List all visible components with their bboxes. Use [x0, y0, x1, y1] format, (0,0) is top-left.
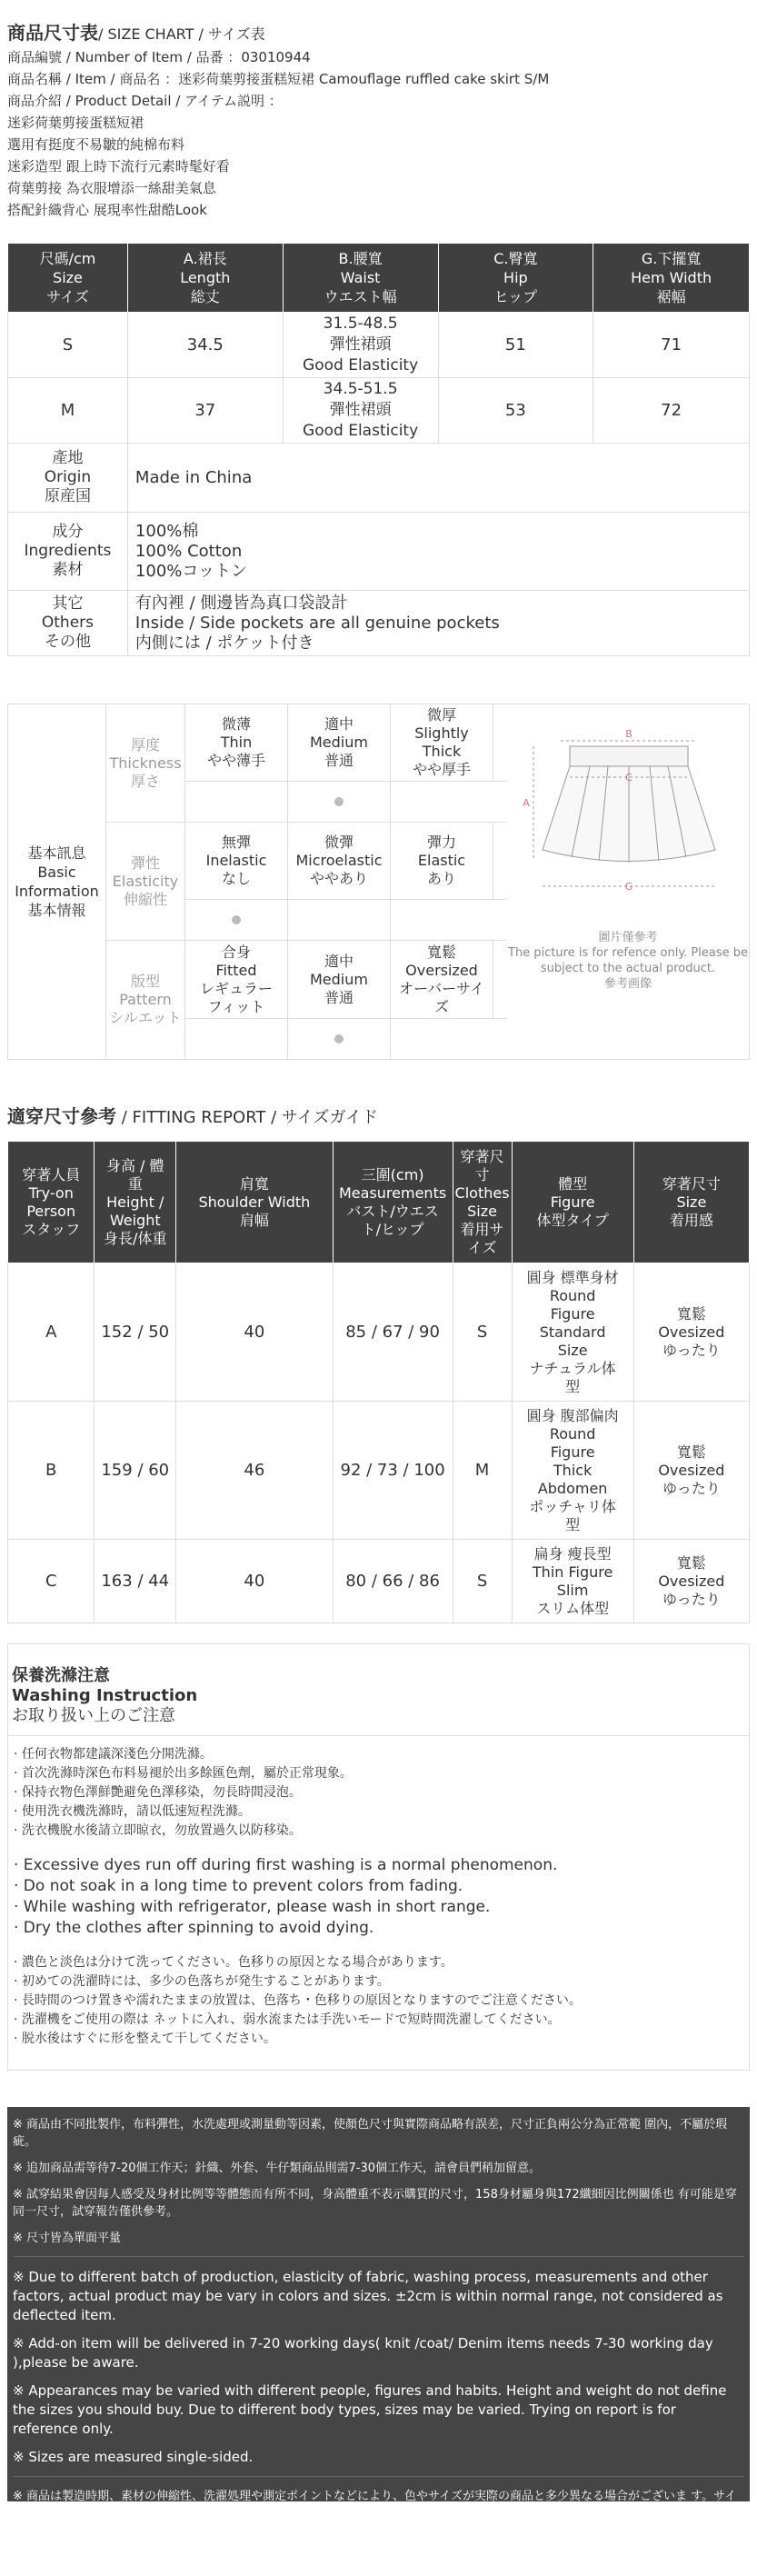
- fitting-row-c: C 163 / 44 40 80 / 66 / 86 S 扁身 瘦長型 Thin Figure Slim スリム体型 寬鬆 Ovesized ゆったり: [8, 1540, 750, 1623]
- thickness-option: 微厚 Slightly Thick やや厚手: [391, 704, 493, 781]
- others-value: 有內裡 / 側邊皆為真口袋設計 Inside / Side pockets are all genuine pockets 内側には / ポケット付き: [127, 591, 749, 656]
- note-jp: ※ 商品は製造時期、素材の伸縮性、洗濯処理や測定ポイントなどにより、色やサイズが実際の商品と多少異なる場合がございま す。サイズは±2cm以内の誤差は正常範囲とみなされ、不良品には該当しません。: [13, 2490, 737, 2521]
- diagram-letter-c: C: [625, 772, 632, 784]
- diagram-letter-g: G: [624, 881, 633, 893]
- fitting-row-b: B 159 / 60 46 92 / 73 / 100 M 圓身 腹部偏肉 Round Figure Thick Abdomen ポッチャリ体 型 寬鬆 Ovesized ゆったり: [8, 1402, 750, 1540]
- info-line: 搭配針織背心 展現率性甜酷Look: [7, 202, 207, 218]
- elasticity-markers: [185, 900, 506, 940]
- others-label: 其它 Others その他: [8, 591, 128, 656]
- skirt-diagram: [506, 704, 750, 1059]
- note-zh: ※ 追加商品需等待7-20個工作天；針織、外套、牛仔類商品則需7-30個工作天，請會員們稍加留意。: [13, 2162, 542, 2175]
- note-zh: ※ 尺寸皆為單面平量: [13, 2232, 122, 2245]
- info-line: 迷彩荷葉剪接蛋糕短裙: [7, 115, 144, 131]
- ingredients-row: [8, 513, 750, 591]
- hem-cell: 72: [593, 378, 750, 444]
- size-table-header: [8, 244, 750, 313]
- basic-info-label: 基本訊息 Basic Information 基本情報: [8, 704, 106, 1059]
- thickness-markers: [185, 782, 506, 822]
- origin-row: [8, 444, 750, 513]
- others-row: [8, 591, 750, 656]
- selected-dot: [334, 1034, 344, 1043]
- info-line: 迷彩造型 跟上時下流行元素時髦好看: [7, 158, 230, 175]
- elasticity-row: [106, 823, 506, 941]
- info-line: 選用有挺度不易皺的純棉布料: [7, 136, 185, 153]
- fitting-header: 穿著人員 Try-on Person スタッフ 身高 / 體 重 Height / Weight 身長/体重 肩寬 Shoulder Width 肩幅 三圍(cm) Measurements バスト/ウエス ト/ヒップ 穿著尺 寸 Clothes Size 着用サ イズ 體型 Figure 体型タイプ 穿著尺寸 Size 着用感: [8, 1142, 750, 1263]
- elasticity-option: 無彈 Inelastic なし: [185, 823, 288, 899]
- col-waist: B.腰寬 Waist ウエスト幅: [283, 244, 438, 313]
- note-en: ※ Appearances may be varied with different people, figures and habits. Height and weight do not define the sizes you should buy. Due to different body types, sizes may be varied. Trying on report is for reference only.: [13, 2382, 727, 2437]
- note-jp: ※ サイズはすべて片面平置きでの採寸となります。: [13, 2560, 284, 2573]
- thickness-name: 厚度 Thickness 厚さ: [106, 704, 185, 822]
- note-en: ※ Due to different batch of production, elasticity of fabric, washing process, measurements and other factors, actual product may be vary in colors and sizes. ±2cm is within normal range, not considered as deflected item.: [13, 2269, 723, 2323]
- washing-heading: 保養洗滌注意 Washing Instruction お取り扱い上のご注意: [12, 1666, 198, 1725]
- hem-cell: 71: [593, 313, 750, 378]
- thickness-row: [106, 704, 506, 823]
- info-line: 商品名稱 / Item / 商品名 ：迷彩荷葉剪接蛋糕短裙 Camouflage ruffled cake skirt S/M: [7, 71, 550, 87]
- size-chart-heading: [7, 0, 750, 45]
- elasticity-option: 微彈 Microelastic ややあり: [288, 823, 391, 899]
- size-row-m: [8, 378, 750, 444]
- ingredients-value: 100%棉 100% Cotton 100%コットン: [127, 513, 749, 591]
- washing-en: · Excessive dyes run off during first washing is a normal phenomenon. · Do not soak in a long time to prevent colors from fading. · While washing with refrigerator, please wash in short range. · Dry the clothes after spinning to avoid dying.: [14, 1856, 558, 1937]
- hip-cell: 53: [438, 378, 593, 444]
- length-cell: 34.5: [127, 313, 283, 378]
- origin-label: 產地 Origin 原産国: [8, 444, 128, 513]
- col-hip: C.臀寬 Hip ヒップ: [438, 244, 593, 313]
- attribute-grid: [106, 704, 506, 1059]
- diagram-caption: 圖片僅參考 The picture is for refence only. Please be subject to the actual product. 參考画像: [508, 931, 748, 991]
- pattern-name: 版型 Pattern シルエット: [106, 941, 185, 1059]
- length-cell: 37: [127, 378, 283, 444]
- basic-info-panel: [7, 704, 750, 1060]
- pattern-markers: [185, 1019, 506, 1059]
- fitting-subtitle: / FITTING REPORT / サイズガイド: [121, 1108, 378, 1127]
- elasticity-name: 彈性 Elasticity 伸縮性: [106, 823, 185, 940]
- size-chart-subtitle: / SIZE CHART / サイズ表: [98, 25, 265, 43]
- thickness-option: 微薄 Thin やや薄手: [185, 704, 288, 781]
- thickness-option: 適中 Medium 普通: [288, 704, 391, 781]
- pattern-row: [106, 941, 506, 1059]
- note-en: ※ Sizes are measured single-sided.: [13, 2449, 254, 2465]
- washing-zh: · 任何衣物都建議深淺色分開洗滌。 · 首次洗滌時深色布料易褪於出多餘匯色劑，屬於正常現象。 · 保持衣物色澤鮮艷避免色澤移染，勿長時間浸泡。 · 使用洗衣機洗滌時，請以低速短程洗滌。 · 洗衣機脫水後請立即晾衣，勿放置過久以防移染。: [14, 1747, 353, 1838]
- ingredients-label: 成分 Ingredients 素材: [8, 513, 128, 591]
- fitting-report-heading: [7, 1102, 750, 1128]
- info-line: 商品編號 / Number of Item / 品番 ：03010944: [7, 49, 311, 65]
- size-table: [7, 243, 750, 656]
- col-length: A.裙長 Length 総丈: [127, 244, 283, 313]
- col-hem: G.下擺寬 Hem Width 裾幅: [593, 244, 750, 313]
- size-row-s: [8, 313, 750, 378]
- selected-dot: [232, 915, 241, 924]
- size-cell: M: [8, 378, 128, 444]
- pattern-option: 適中 Medium 普通: [288, 941, 391, 1018]
- origin-value: Made in China: [127, 444, 749, 513]
- diagram-letter-b: B: [625, 728, 632, 740]
- waist-cell: 31.5-48.5 彈性裙頭 Good Elasticity: [283, 313, 438, 378]
- fitting-row-a: A 152 / 50 40 85 / 67 / 90 S 圓身 標準身材 Round Figure Standard Size ナチュラル体 型 寬鬆 Ovesized ゆったり: [8, 1263, 750, 1402]
- fitting-title: 適穿尺寸參考: [7, 1105, 116, 1127]
- note-zh: ※ 商品由不同批製作，布料彈性，水洗處理或測量動等因素，使顏色尺寸與實際商品略有誤差，尺寸正負兩公分為正常範 圍內，不屬於瑕疵。: [13, 2118, 728, 2149]
- washing-instructions: [7, 1643, 750, 2071]
- info-line: 荷葉剪接 為衣服增添一絲甜美氣息: [7, 180, 216, 196]
- diagram-letter-a: A: [523, 797, 530, 809]
- note-jp: ※ 試着結果は、個人の体型や着用感・着こなしにより異なる場合があります。試着レポートは参考程度にご覧ください。: [13, 2533, 652, 2547]
- selected-dot: [334, 797, 344, 806]
- pattern-option: 合身 Fitted レギュラー フィット: [185, 941, 288, 1018]
- washing-jp: · 濃色と淡色は分けて洗ってください。色移りの原因となる場合があります。 · 初めての洗濯時には、多少の色落ちが発生することがあります。 · 長時間のつけ置きや濡れたままの放置は、色落ち・色移りの原因となりますのでご注意ください。 · 洗濯機をご使用の際は ネットに入れ、弱水流または手洗いモードで短時間洗濯してください。 · 脱水後はすぐに形を整えて干してください。: [14, 1955, 582, 2046]
- note-zh: ※ 試穿結果會因每人感受及身材比例等等體態而有所不同，身高體重不表示購買的尺寸，158身材屬身與172纖細因比例關係也 有可能是穿同一尺寸，試穿報告僅供參考。: [13, 2188, 737, 2219]
- size-cell: S: [8, 313, 128, 378]
- info-line: 商品介紹 / Product Detail / アイテム説明 ：: [7, 93, 283, 109]
- skirt-illustration: [506, 704, 750, 932]
- notes-panel: [7, 2107, 750, 2573]
- col-size: 尺碼/cm Size サイズ: [8, 244, 128, 313]
- pattern-option: 寬鬆 Oversized オーバーサイ ズ: [391, 941, 493, 1018]
- hip-cell: 51: [438, 313, 593, 378]
- fitting-table: [7, 1141, 750, 1623]
- product-info: [7, 45, 750, 221]
- elasticity-option: 彈力 Elastic あり: [391, 823, 493, 899]
- note-en: ※ Add-on item will be delivered in 7-20 working days( knit /coat/ Denim items needs 7-30 working day ),please be aware.: [13, 2335, 713, 2371]
- waist-cell: 34.5-51.5 彈性裙頭 Good Elasticity: [283, 378, 438, 444]
- size-chart-title: 商品尺寸表: [7, 22, 98, 44]
